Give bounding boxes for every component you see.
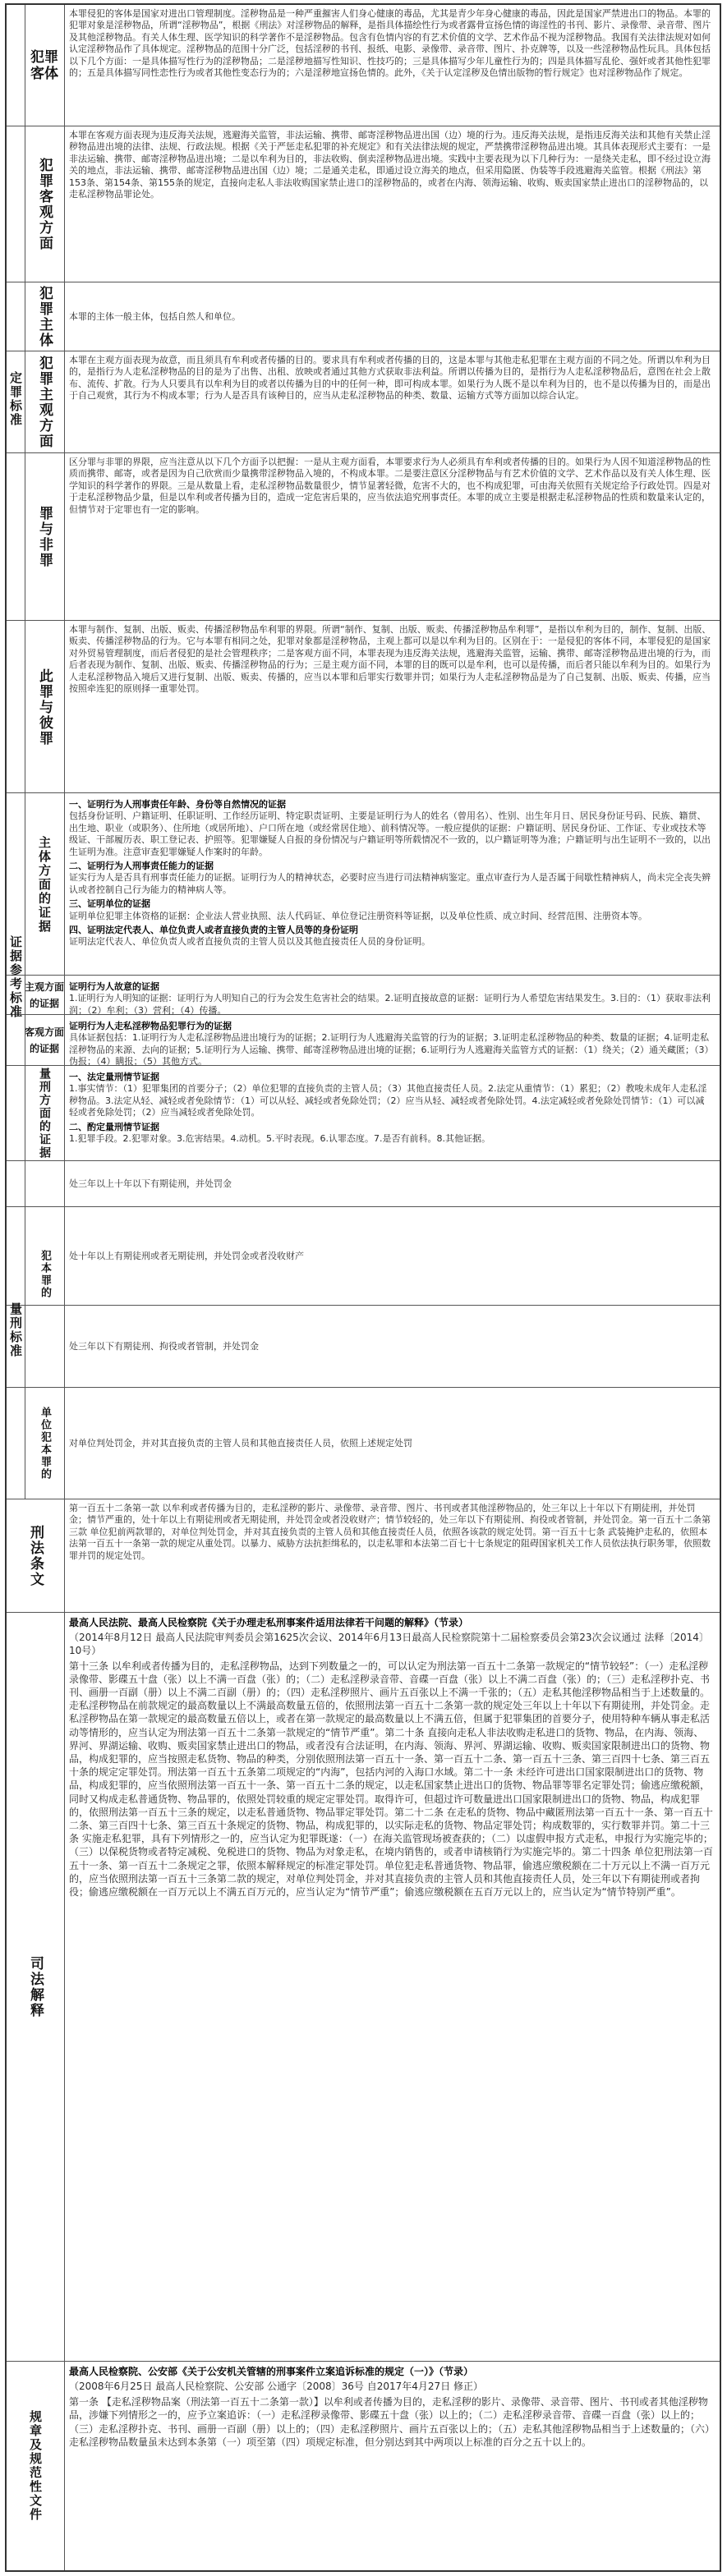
section-text: 证实行为人是否具有刑事责任能力的证据。证明行为人的精神状态，必要时应当进行司法精神病鉴定。重点审查行为人是否属于间歇性精神病人，尚未完全丧失辨认或者控制自己行为能力的精神病人等。 — [69, 872, 711, 895]
row-sentencing-3 — [7, 1306, 720, 1388]
sentencing-basic-2: 处十年以上有期徒刑或者无期徒刑，并处罚金或者没收财产 — [69, 1250, 304, 1261]
label-objective: 犯罪客观方面 — [36, 158, 53, 251]
label-this-vs-other: 罪与非罪 — [36, 506, 53, 568]
objective-text: 本罪在客观方面表现为违反海关法规，逃避海关监管，非法运输、携带、邮寄淫秽物品进出国（边）境的行为。违反海关法规，是指违反海关法和其他有关禁止淫秽物品进出境的法律、法规、行政法规。根据《关于严惩走私犯罪的补充规定》和有关法律法规的规定，严禁携带淫秽物品进出境。其具体表现形式主要有：一是非法运输、携带、邮寄淫秽物品进出境；二是以牟利为目的，非法收购、倒卖淫秽物品进出境。实践中主要表现为以下几种行为：一是绕关走私，即不经过设立海关的地点，非法运输、携带、邮寄淫秽物品进出国（边）境；二是通关走私，即通过设立海关的地点，但采用隐匿、伪装等手段逃避海关监管。根据《刑法》第153条、第154条、第155条的规定，直接向走私人非法收购国家禁止进口的淫秽物品的，或者在内海、领海运输、收购、贩卖国家禁止进出口的淫秽物品的，以走私淫秽物品罪论处。 — [69, 130, 711, 200]
section-title: 二、证明行为人刑事责任能力的证据 — [69, 861, 214, 872]
statute-text: 第一百五十二条第一款 以牟利或者传播为目的，走私淫秽的影片、录像带、录音带、图片、书刊或者其他淫秽物品的，处三年以上十年以下有期徒刑，并处罚金；情节严重的，处十年以上有期徒刑或者无期徒刑，并处罚金或者没收财产；情节较轻的，处三年以下有期徒刑、拘役或者管制，并处罚金。第一百五十二条第三款 单位犯前两款罪的，对单位判处罚金，并对其直接负责的主管人员和其他直接责任人员，依照各该款的规定处罚。第一百五十七条 武装掩护走私的，依照本法第一百五十一条第一款的规定从重处罚。以暴力、威胁方法抗拒缉私的，以走私罪和本法第二百七十七条规定的阻碍国家机关工作人员依法执行职务罪，依照数罪并罚的规定处罚。 — [69, 1503, 711, 1561]
label-object: 犯罪客体 — [30, 49, 58, 82]
subjective-text: 本罪在主观方面表现为故意，而且须具有牟利或者传播的目的。要求具有牟利或者传播的目的，这是本罪与其他走私犯罪在主观方面的不同之处。所谓以牟利为目的，是指行为人走私淫秽物品的目的是为了出售、出租、放映或者通过其他方式获取非法利益。所谓以传播为目的，是指行为人走私淫秽物品后，意图在社会上散布、流传、扩散。行为人只要具有以牟利为目的或者以传播为目的中的任何一种，即可构成本罪。如果行为人既不是以牟利为目的，也不是以传播为目的，而是出于自己观赏，其行为不构成本罪；行为人是否具有该种目的，应当从走私淫秽物品的种类、数量、运输方式等方面加以综合认定。 — [69, 355, 711, 402]
label-sent-basic: 犯本罪的 — [39, 1250, 51, 1299]
row-evidence-subject — [7, 793, 720, 976]
row-evidence-subjective — [7, 976, 720, 1015]
row-evidence-objective — [7, 1015, 720, 1066]
section-title: 一、法定量刑情节证据 — [69, 1072, 159, 1082]
label-crime-composition: 定罪标准 — [8, 371, 23, 427]
sentencing-basic-3: 处三年以下有期徒刑、拘役或者管制，并处罚金 — [69, 1340, 259, 1352]
divider — [64, 793, 65, 1161]
sentencing-basic-1: 处三年以上十年以下有期徒刑，并处罚金 — [69, 1178, 232, 1189]
section-text: 包括身份证明、户籍证明、任职证明、工作经历证明、特定职责证明、主要是证明行为人的姓名（曾用名）、性别、出生年月日、居民身份证号码、民族、籍贯、出生地、职业（或职务）、住所地（或居所地）、户口所在地（或经常居住地）、前科情况等。一般应提供的证据：户籍证明、居民身份证、工作证、专业或技术等级证、干部履历表、职工登记表、护照等。犯罪嫌疑人自报的身份情况与户籍证明等所载情况不一致的，以户籍证明等为准；户籍证明与出生证明不一致的，以出生证明为准。注意审查犯罪嫌疑人作案时的年龄。 — [69, 810, 711, 857]
label-normative: 规章及规范性文件 — [28, 2410, 43, 2522]
section-title: 四、证明法定代表人、单位负责人或者直接负责的主管人员等的身份证明 — [69, 925, 358, 936]
label-subject: 犯罪主体 — [36, 286, 53, 348]
row-vs-other-crimes — [7, 621, 720, 793]
sentencing-unit: 对单位判处罚金，并对其直接负责的主管人员和其他直接责任人员，依照上述规定处罚 — [69, 1437, 412, 1449]
section-title: 证明行为人故意的证据 — [69, 981, 159, 992]
subject-text: 本罪的主体一般主体，包括自然人和单位。 — [69, 310, 241, 322]
section-title: 三、证明单位的证据 — [69, 898, 150, 910]
label-evidence: 证据参考标准 — [8, 935, 23, 1019]
label-evidence-sentencing: 量刑方面的证据 — [38, 1068, 51, 1159]
normative-text: 第一条 【走私淫秽物品案（刑法第一百五十二条第一款）】以牟利或者传播为目的，走私淫秽的影片、录像带、录音带、图片、书刊或者其他淫秽物品，涉嫌下列情形之一的，应予立案追诉：（一）走私淫秽录像带、影碟五十盘（张）以上的；（二）走私淫秽录音带、音碟一百盘（张）以上的；（三）走私淫秽扑克、书刊、画册一百副（册）以上的；（四）走私淫秽照片、画片五百张以上的；（五）走私其他淫秽物品相当于上述数量的；（六）走私淫秽物品数量虽未达到本条第（一）项至第（四）项规定标准，但分别达到其中两项以上标准的百分之五十以上的。 — [69, 2395, 711, 2449]
divider — [64, 1161, 65, 1499]
section-text: 证明法定代表人、单位负责人或者直接负责的主管人员以及其他直接责任人员的身份证明。 — [69, 936, 430, 948]
vs-other-crimes-text: 本罪与制作、复制、出版、贩卖、传播淫秽物品牟利罪的界限。所谓“制作、复制、出版、贩卖、传播淫秽物品牟利罪”，是指以牟利为目的，制作、复制、出版、贩卖、传播淫秽物品的行为。它与本罪有相同之处，犯罪对象都是淫秽物品，主观上都可以是以牟利为目的。区别在于：一是侵犯的客体不同，本罪侵犯的是国家对外贸易管理制度，而后者侵犯的是社会管理秩序；二是客观方面不同，本罪表现为违反海关法规，逃避海关监管，运输、携带、邮寄淫秽物品进出境的行为，而后者表现为制作、复制、出版、贩卖、传播淫秽物品的行为；三是主观方面不同，本罪的目的既可以是牟利，也可以是传播，而后者只能以牟利为目的。如果行为人走私淫秽物品入境后又进行复制、出版、贩卖、传播的，应当以本罪和后罪实行数罪并罚；如果行为人走私淫秽物品是为了自己复制、出版、贩卖、传播，应当按照牵连犯的原则择一重罪处罚。 — [69, 624, 711, 695]
label-sentencing-standard: 量刑标准 — [8, 1302, 23, 1358]
evidence-objective-cell — [64, 1015, 718, 1066]
label-sent-unit: 单位犯本罪的 — [39, 1407, 51, 1481]
row-sentencing-1 — [7, 1161, 720, 1207]
section-text: 具体证据包括：1.证明行为人走私淫秽物品进出境行为的证据；2.证明行为人逃避海关监管的行为的证据；3.证明走私淫秽物品的种类、数量的证据；4.证明走私淫秽物品的来源、去向的证据；5.证明行为人运输、携带、邮寄淫秽物品进出境的证据；6.证明行为人逃避海关监管方式的证据：（1）绕关；（2）通关藏匿；（3）伪报；（4）瞒报；（5）其他方式。 — [69, 1032, 709, 1066]
judicial-cell — [64, 1613, 718, 2362]
row-objective — [7, 126, 720, 282]
normative-cell — [64, 2362, 718, 2570]
row-sentencing-unit — [7, 1388, 720, 1499]
normative-title: 最高人民检察院、公安部《关于公安机关管辖的刑事案件立案追诉标准的规定（一）》（节录） — [69, 2366, 474, 2377]
label-judicial: 司法解释 — [27, 1956, 44, 2018]
section-text: 1.事实情节：（1）犯罪集团的首要分子；（2）单位犯罪的直接负责的主管人员；（3）其他直接责任人员。2.法定从重情节：（1）累犯；（2）教唆未成年人走私淫秽物品。3.法定从轻、减轻或者免除情节：（1）可以从轻、减轻或者免除处罚；（2）应当从轻、减轻或者免除处罚。4.法定减轻或者免除处罚情节：（1）可以减轻或者免除处罚；（2）应当减轻或者免除处罚。 — [69, 1083, 707, 1118]
legal-reference-table — [5, 3, 721, 2572]
row-sentencing-2 — [7, 1207, 720, 1306]
evidence-sentencing-cell — [64, 1066, 718, 1161]
row-object — [7, 5, 720, 126]
label-subjective: 犯罪主观方面 — [36, 356, 53, 449]
row-statute — [7, 1499, 720, 1613]
section-title: 证明行为人走私淫秽物品犯罪行为的证据 — [69, 1021, 232, 1031]
row-subjective — [7, 351, 720, 453]
object-text: 本罪侵犯的客体是国家对进出口管理制度。淫秽物品是一种严重摧害人们身心健康的毒品，尤其是青少年身心健康的毒品，因此是国家严禁进出口的物品。本罪的犯罪对象是淫秽物品，所谓“淫秽物品”，根据《刑法》对淫秽物品的解释，是指具体描绘性行为或者露骨宣扬色情的诲淫性的书刊、影片、录像带、录音带、图片及其他淫秽物品。有关人体生理、医学知识的科学著作不是淫秽物品。包含有色情内容的有艺术价值的文学、艺术作品不视为淫秽物品。我国有关法律法规对如何认定淫秽物品作了具体规定。淫秽物品的范围十分广泛，包括淫秽的书刊、报纸、电影、录像带、录音带、图片、扑克牌等，以及一些淫秽物品性玩具。具体包括以下几个方面：一是具体描写性行为的淫秽物品；二是淫秽地描写性知识、性技巧的；三是具体描写少年儿童性行为的；四是具体描写乱伦、强奸或者其他性犯罪的；五是具体描写同性恋性行为或者其他性变态行为的；六是淫秽地宣扬色情的。此外，《关于认定淫秽及色情出版物的暂行规定》也对淫秽物品作了规定。 — [69, 8, 711, 79]
label-evidence-objective: 客观方面的证据 — [25, 1026, 65, 1054]
label-statute: 刑法条文 — [27, 1525, 44, 1587]
row-normative — [7, 2362, 720, 2570]
this-vs-other-text: 区分罪与非罪的界限，应当注意从以下几个方面予以把握：一是从主观方面看，本罪要求行为人必须具有牟利或者传播的目的。如果行为人因不知道淫秽物品的性质而携带、邮寄，或者是因为自己欣赏而少量携带淫秽物品入境的，不构成本罪。二是要注意区分淫秽物品与有艺术价值的文学、艺术作品以及有关人体生理、医学知识的科学著作的界限。三是从数量上看，走私淫秽物品数量很少，情节显著轻微，危害不大的，也不构成犯罪，可由海关依照有关规定给予行政处罚。四是对于走私淫秽物品少量，但是以牟利或者传播为目的，造成一定危害后果的，应当依法追究刑事责任。本罪的成立主要是根据走私淫秽物品的性质和数量来认定的，但情节对于定罪也有一定的影响。 — [69, 457, 711, 515]
section-title: 二、酌定量刑情节证据 — [69, 1121, 159, 1132]
section-title: 一、证明行为人刑事责任年龄、身份等自然情况的证据 — [69, 799, 286, 810]
label-evidence-subjective: 主观方面的证据 — [25, 981, 65, 1009]
evidence-subjective-cell — [64, 976, 718, 1015]
section-text: 证明单位犯罪主体资格的证据：企业法人营业执照、法人代码证、单位登记注册资料等证据，以及单位性质、成立时间、经营范围、注册资本等。 — [69, 910, 647, 921]
row-evidence-sentencing — [7, 1066, 720, 1161]
label-vs-other-crimes: 此罪与彼罪 — [36, 668, 53, 746]
label-evidence-subject: 主体方面的证据 — [37, 835, 52, 934]
section-text: 1.犯罪手段。2.犯罪对象。3.危害结果。4.动机。5.平时表现。6.认罪态度。7.是否有前科。8.其他证据。 — [69, 1133, 490, 1145]
judicial-text: 第十三条 以牟利或者传播为目的，走私淫秽物品，达到下列数量之一的，可以认定为刑法第一百五十二条第一款规定的“情节较轻”：（一）走私淫秽录像带、影碟五十盘（张）以上不满一百盘（张）的；（二）走私淫秽录音带、音碟一百盘（张）以上不满二百盘（张）的；（三）走私淫秽扑克、书刊、画册一百副（册）以上不满二百副（册）的；（四）走私淫秽照片、画片五百张以上不满一千张的；（五）走私其他淫秽物品相当于上述数量的。走私淫秽物品在前款规定的最高数量以上不满最高数量五倍的，依照刑法第一百五十二条第一款的规定处三年以上十年以下有期徒刑，并处罚金。走私淫秽物品在第一款规定的最高数量五倍以上，或者在第一款规定的最高数量以上不满五倍，但属于犯罪集团的首要分子，使用特种车辆从事走私活动等情形的，应当认定为刑法第一百五十二条第一款规定的“情节严重”。第二十条 直接向走私人非法收购走私进口的货物、物品，在内海、领海、界河、界湖运输、收购、贩卖国家禁止进出口的物品，或者没有合法证明，在内海、领海、界河、界湖运输、收购、贩卖国家限制进出口的货物、物品，构成犯罪的，应当按照走私货物、物品的种类，分别依照刑法第一百五十一条、第一百五十二条、第一百五十三条、第三百四十七条、第三百五十条的规定定罪处罚。刑法第一百五十五条第二项规定的“内海”，包括内河的入海口水域。第二十一条 未经许可进出口国家限制进出口的货物、物品，构成犯罪的，应当依照刑法第一百五十一条、第一百五十二条的规定，以走私国家禁止进出口的货物、物品罪等罪名定罪处罚；偷逃应缴税额，同时又构成走私普通货物、物品罪的，依照处罚较重的规定定罪处罚。取得许可，但超过许可数量进出口国家限制进出口的货物、物品，构成犯罪的，依照刑法第一百五十三条的规定，以走私普通货物、物品罪定罪处罚。第二十二条 在走私的货物、物品中藏匿刑法第一百五十一条、第一百五十二条、第三百四十七条、第三百五十条规定的货物、物品，构成犯罪的，以实际走私的货物、物品定罪处罚；构成数罪的，实行数罪并罚。第二十三条 实施走私犯罪，具有下列情形之一的，应当认定为犯罪既遂：（一）在海关监管现场被查获的；（二）以虚假申报方式走私，申报行为实施完毕的；（三）以保税货物或者特定减税、免税进口的货物、物品为对象走私，在境内销售的，或者申请核销行为实施完毕的。第二十四条 单位犯刑法第一百五十一条、第一百五十二条规定之罪，依照本解释规定的标准定罪处罚。单位犯走私普通货物、物品罪，偷逃应缴税额在二十万元以上不满一百万元的，应当依照刑法第一百五十三条第二款的规定，对单位判处罚金，并对其直接负责的主管人员和其他直接责任人员，处三年以下有期徒刑或者拘役；偷逃应缴税额在一百万元以上不满五百万元的，应当认定为“情节严重”；偷逃应缴税额在五百万元以上的，应当认定为“情节特别严重”。 — [69, 1660, 713, 1899]
normative-meta: （2008年6月25日 最高人民检察院、公安部 公通字〔2008〕36号 自2017年4月27日 修正） — [69, 2381, 483, 2393]
row-this-vs-other — [7, 453, 720, 621]
row-judicial — [7, 1613, 720, 2362]
row-subject — [7, 282, 720, 351]
section-text: 1.证明行为人明知的证据：证明行为人明知自己的行为会发生危害社会的结果。2.证明直接故意的证据：证明行为人希望危害结果发生。3.目的：（1）获取非法利润；（2）牟利；（3）营利；（4）传播。 — [69, 993, 711, 1015]
divider — [64, 5, 65, 793]
judicial-meta: （2014年8月12日 最高人民法院审判委员会第1625次会议、2014年6月13日最高人民检察院第十二届检察委员会第23次会议通过 法释〔2014〕10号） — [69, 1632, 709, 1657]
evidence-subject-cell — [64, 793, 718, 976]
judicial-title: 最高人民法院、最高人民检察院《关于办理走私刑事案件适用法律若干问题的解释》（节录） — [69, 1617, 469, 1628]
